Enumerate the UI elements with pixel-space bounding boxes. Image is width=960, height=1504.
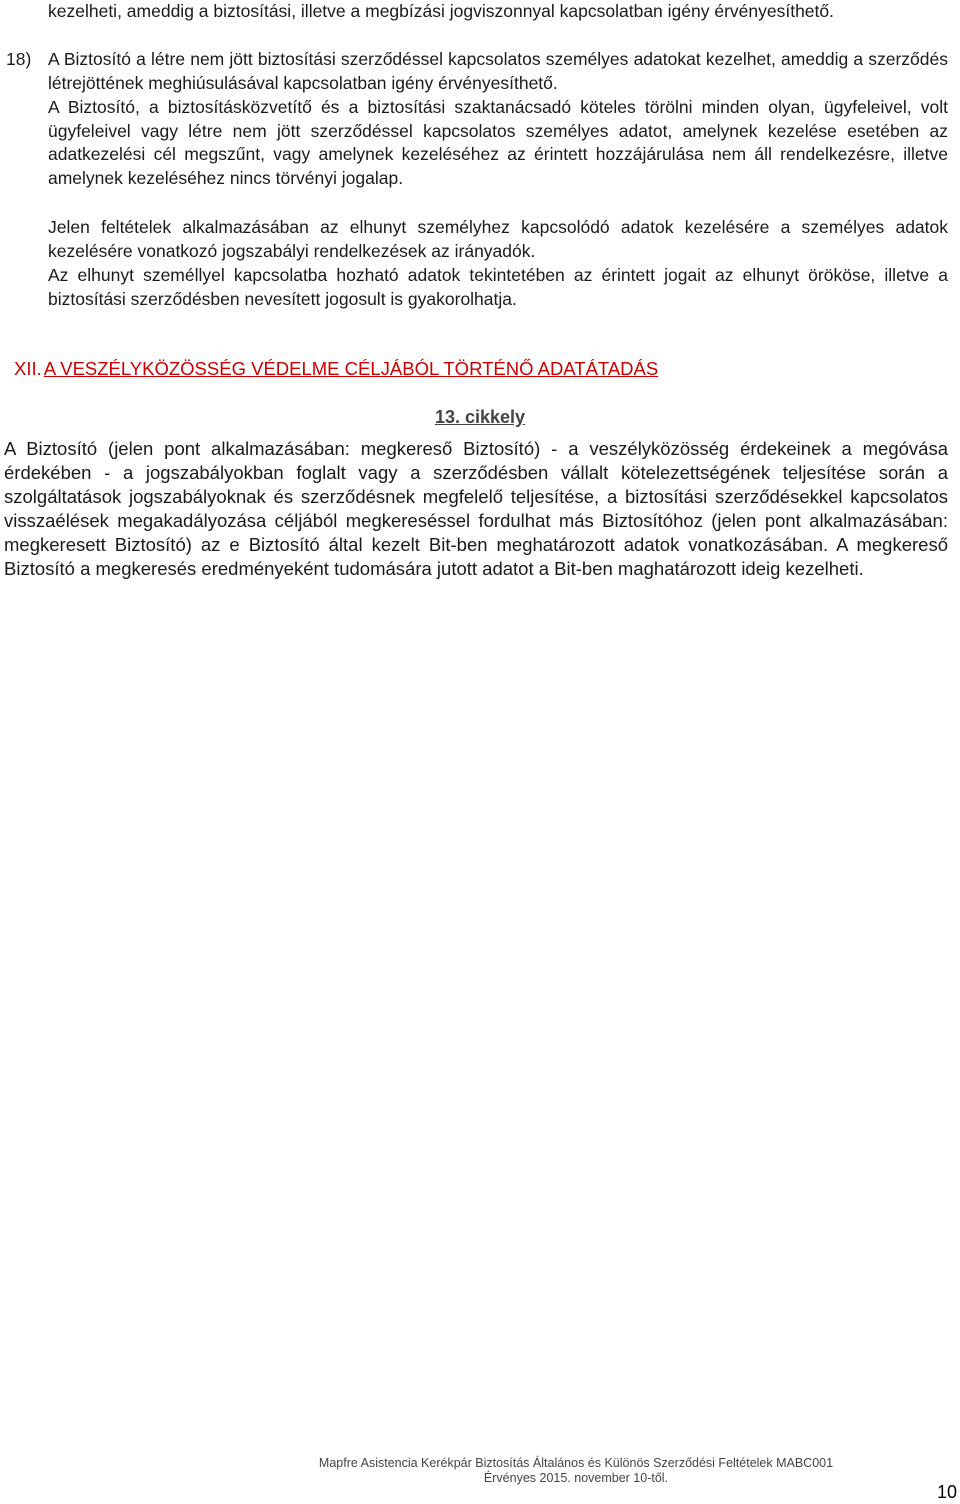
chapter-heading — [14, 358, 658, 380]
chapter-number: XII. — [14, 358, 42, 379]
page-number: 10 — [936, 1482, 957, 1502]
paragraph-data-deletion: A Biztosító, a biztosításközvetítő és a biztosítási szaktanácsadó köteles törölni minden olyan, ügyfeleivel, volt ügyfeleivel vagy létre nem jött szerződéssel kapcsolatos személyes adatot, amelynek kezelése esetében az adatkezelési cél megszűnt, vagy amelynek kezeléséhez az érintett hozzájárulása nem áll rendelkezésre, illetve amelynek kezeléséhez nincs törvényi jogalap. — [48, 97, 948, 188]
footer-document-title: Mapfre Asistencia Kerékpár Biztosítás Általános és Különös Szerződési Feltételek MABC001 — [318, 1456, 834, 1470]
list-item-number: 18) — [6, 49, 32, 69]
article-body: A Biztosító (jelen pont alkalmazásában: megkereső Biztosító) - a veszélyközösség érdekeinek a megóvása érdekében - a jogszabályokban foglalt vagy a szerződésben vállalt kötelezettségének teljesítése során a szolgáltatások jogszabályoknak és szerződésnek megfelelő teljesítése, a biztosítási szerződésekkel kapcsolatos visszaélések megakadályozása céljából megkereséssel fordulhat más Biztosítóhoz (jelen pont alkalmazásában: megkeresett Biztosító) az e Biztosító által kezelt Bit-ben meghatározott adatok vonatkozásában. A megkereső Biztosító a megkeresés eredményeként tudomására jutott adatot a Bit-ben maghatározott ideig kezelheti. — [4, 438, 948, 580]
continuation-paragraph: kezelheti, ameddig a biztosítási, illetve a megbízási jogviszonnyal kapcsolatban igény érvényesíthető. — [48, 1, 834, 21]
page-footer — [0, 1456, 960, 1486]
paragraph-deceased-data: Jelen feltételek alkalmazásában az elhunyt személyhez kapcsolódó adatok kezelésére a személyes adatok kezelésére vonatkozó jogszabályi rendelkezések az irányadók. — [48, 217, 948, 261]
footer-validity: Érvényes 2015. november 10-től. — [483, 1471, 669, 1485]
paragraph-heir-rights: Az elhunyt személlyel kapcsolatba hozható adatok tekintetében az érintett jogait az elhunyt örököse, illetve a biztosítási szerződésben nevesített jogosult is gyakorolhatja. — [48, 265, 948, 309]
list-item-text: A Biztosító a létre nem jött biztosítási szerződéssel kapcsolatos személyes adatokat kezelhet, ameddig a szerződés létrejöttének meghiúsulásával kapcsolatban igény érvényesíthető. — [48, 49, 948, 93]
chapter-title: A VESZÉLYKÖZÖSSÉG VÉDELME CÉLJÁBÓL TÖRTÉNŐ ADATÁTADÁS — [43, 358, 659, 379]
list-item-18 — [6, 48, 948, 96]
article-title: 13. cikkely — [434, 407, 526, 427]
